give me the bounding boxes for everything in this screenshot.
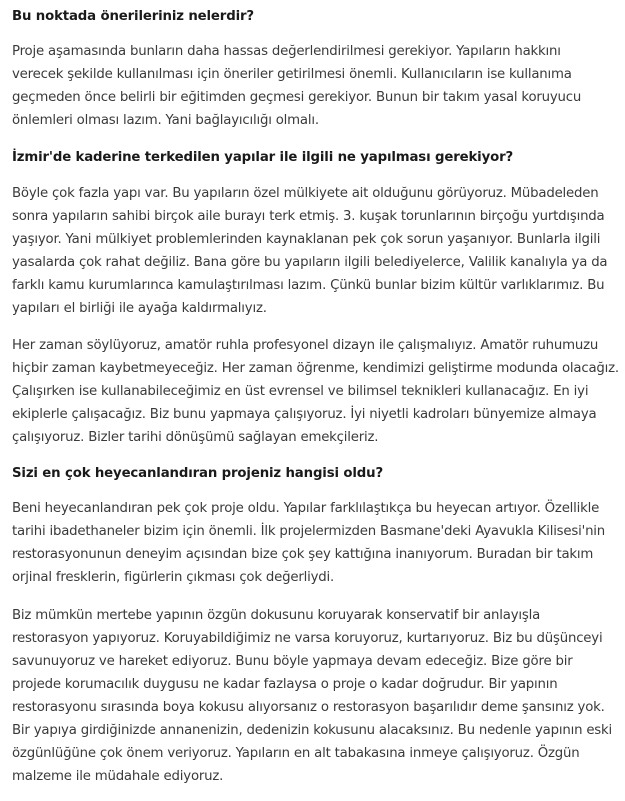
paragraph-line: Çalışırken ise kullanabileceğimiz en üst evrensel ve bilimsel teknikleri kullanacağız. En iyi (12, 384, 589, 399)
paragraph-line: Bir yapıya girdiğinizde annanenizin, dedenizin kokusunu alacaksınız. Bu nedenle yapının eski (12, 723, 613, 738)
paragraph-line: farklı kamu kurumlarınca kamulaştırılması lazım. Çünkü bunlar bizim kültür varlıklarımız. Bu (12, 278, 605, 293)
question-heading-suggestions: Bu noktada önerileriniz nelerdir? (12, 9, 254, 24)
answer-paragraph-favorite-project (12, 497, 605, 589)
paragraph-line: Biz mümkün mertebe yapının özgün dokusunu koruyarak konservatif bir anlayışla (12, 608, 541, 623)
paragraph-line: Proje aşamasında bunların daha hassas değerlendirilmesi gerekiyor. Yapıların hakkını (12, 44, 561, 59)
paragraph-line: projede korumacılık duygusu ne kadar fazlaysa o proje o kadar doğrudur. Bir yapının (12, 677, 558, 692)
paragraph-line: restorasyonu sırasında boya kokusu alıyorsanız o restorasyon başarılıdır deme şansınız yok. (12, 700, 605, 715)
paragraph-line: Her zaman söylüyoruz, amatör ruhla profesyonel dizayn ile çalışmalıyız. Amatör ruhumuzu (12, 338, 599, 353)
paragraph-line: önlemleri olması lazım. Yani bağlayıcılığı olmalı. (12, 113, 319, 128)
paragraph-line: restorasyon yapıyoruz. Koruyabildiğimiz ne varsa koruyoruz, kurtarıyoruz. Biz bu düşünceyi (12, 631, 603, 646)
paragraph-line: orjinal fresklerin, figürlerin çıkması çok değerliydi. (12, 570, 335, 585)
paragraph-line: hiçbir zaman kaybetmeyeceğiz. Her zaman öğrenme, kendimizi geliştirme modunda olacağız. (12, 361, 619, 376)
paragraph-line: sonra yapıların sahibi birçok aile burayı terk etmiş. 3. kuşak torunlarının birçoğu yurtdışında (12, 209, 605, 224)
paragraph-line: savunuyoruz ve hareket ediyoruz. Bunu böyle yapmaya devam edeceğiz. Bize göre bir (12, 654, 573, 669)
paragraph-line: özgünlüğüne çok önem veriyoruz. Yapıların en alt tabakasına inmeye çalışıyoruz. Özgün (12, 746, 580, 761)
answer-paragraph-amateur-spirit (12, 334, 619, 449)
question-heading-favorite-project: Sizi en çok heyecanlandıran projeniz hangisi oldu? (12, 466, 384, 481)
paragraph-line: yaşıyor. Yani mülkiyet problemlerinden kaynaklanan pek çok sorun yaşanıyor. Bunlarla ilgili (12, 232, 601, 247)
paragraph-line: ekiplerle çalışacağız. Biz bunu yapmaya çalışıyoruz. İyi niyetli kadroları bünyemize almaya (12, 407, 597, 422)
paragraph-line: restorasyonunun deneyim açısından bize çok şey kattığına inanıyorum. Buradan bir takım (12, 547, 594, 562)
paragraph-line: çalışıyoruz. Bizler tarihi dönüşümü sağlayan emekçileriz. (12, 430, 379, 445)
paragraph-line: Böyle çok fazla yapı var. Bu yapıların özel mülkiyete ait olduğunu görüyoruz. Mübadeleden (12, 186, 599, 201)
answer-paragraph-conservative-approach (12, 604, 612, 788)
paragraph-line: yasalarda çok rahat değiliz. Bana göre bu yapıların ilgili belediyelerce, Valilik kanalıyla ya da (12, 255, 608, 270)
paragraph-line: geçmeden önce belirli bir eğitimden geçmesi gerekiyor. Bunun bir takım yasal koruyucu (12, 90, 582, 105)
paragraph-line: malzeme ile müdahale ediyoruz. (12, 769, 224, 784)
answer-paragraph-suggestions (12, 40, 581, 132)
paragraph-line: verecek şekilde kullanılması için öneriler getirilmesi önemli. Kullanıcıların ise kullanıma (12, 67, 572, 82)
answer-paragraph-abandoned-buildings (12, 182, 607, 320)
question-heading-abandoned-buildings: İzmir'de kaderine terkedilen yapılar ile ilgili ne yapılması gerekiyor? (12, 150, 514, 165)
paragraph-line: yapıları el birliği ile ayağa kaldırmalıyız. (12, 301, 267, 316)
paragraph-line: tarihi ibadethaneler bizim için önemli. İlk projelermizden Basmane'deki Ayavukla Kilisesi'nin (12, 524, 606, 539)
paragraph-line: Beni heyecanlandıran pek çok proje oldu. Yapılar farklılaştıkça bu heyecan artıyor. Özellikle (12, 501, 600, 516)
